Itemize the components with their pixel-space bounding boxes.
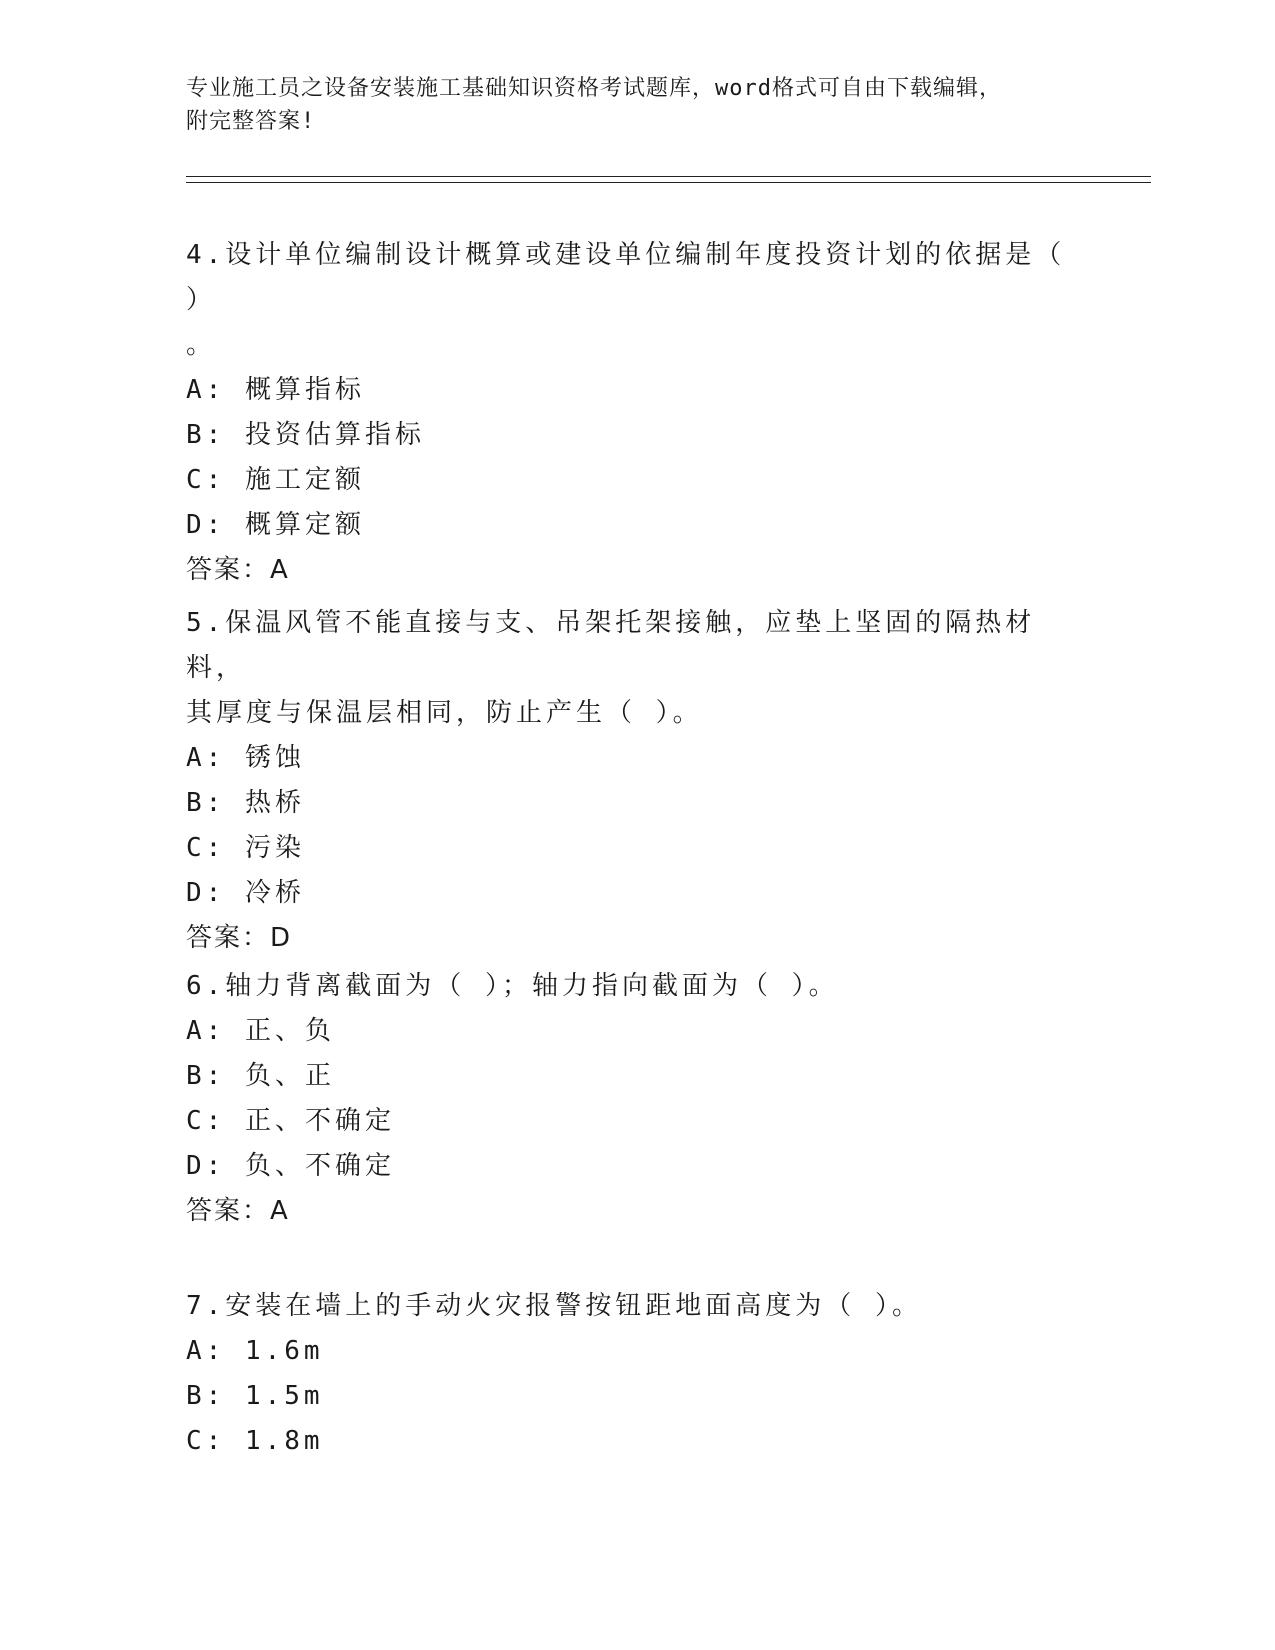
option-a: A: 概算指标	[186, 375, 365, 405]
option-c: C: 1.8m	[186, 1426, 324, 1456]
question-4	[186, 233, 1066, 593]
option-d: D: 概算定额	[186, 510, 365, 540]
question-7	[186, 1284, 1066, 1464]
question-5	[186, 601, 1066, 961]
option-c: C: 施工定额	[186, 465, 365, 495]
option-b: B: 投资估算指标	[186, 420, 425, 450]
question-stem: 5.保温风管不能直接与支、吊架托架接触，应垫上坚固的隔热材料， 其厚度与保温层相同，防止产生（ ）。	[186, 608, 1036, 728]
question-6	[186, 964, 1066, 1234]
option-a: A: 正、负	[186, 1016, 335, 1046]
header-divider-top	[186, 176, 1151, 177]
option-b: B: 热桥	[186, 788, 305, 818]
answer-line: 答案：D	[186, 923, 293, 953]
option-c: C: 污染	[186, 833, 305, 863]
header-line-2: 附完整答案!	[186, 109, 316, 134]
option-b: B: 1.5m	[186, 1381, 324, 1411]
document-header	[186, 72, 1086, 138]
option-c: C: 正、不确定	[186, 1106, 395, 1136]
option-b: B: 负、正	[186, 1061, 335, 1091]
question-stem: 4.设计单位编制设计概算或建设单位编制年度投资计划的依据是（ ） 。	[186, 240, 1066, 360]
header-line-1: 专业施工员之设备安装施工基础知识资格考试题库，word格式可自由下载编辑，	[186, 76, 1002, 101]
option-d: D: 负、不确定	[186, 1151, 395, 1181]
question-stem: 6.轴力背离截面为（ ）；轴力指向截面为（ ）。	[186, 971, 839, 1001]
answer-line: 答案：A	[186, 1196, 290, 1226]
option-a: A: 锈蚀	[186, 743, 305, 773]
option-d: D: 冷桥	[186, 878, 305, 908]
option-a: A: 1.6m	[186, 1336, 324, 1366]
question-stem: 7.安装在墙上的手动火灾报警按钮距地面高度为（ ）。	[186, 1291, 922, 1321]
answer-line: 答案：A	[186, 555, 290, 585]
header-divider-bottom	[186, 182, 1151, 183]
